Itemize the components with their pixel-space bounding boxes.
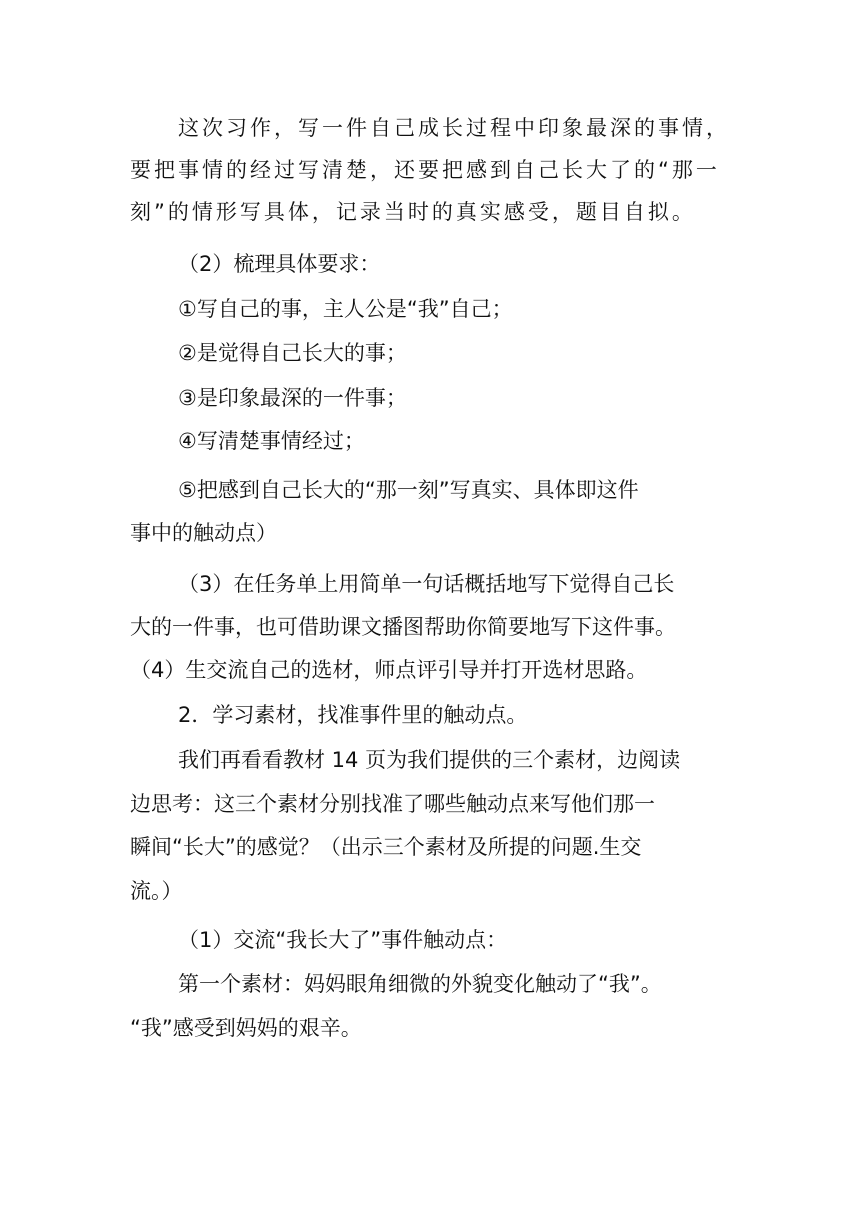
materials-paragraph-line-2: 边思考：这三个素材分别找准了哪些触动点来写他们那一 xyxy=(130,792,655,816)
requirement-item-5-line-1: ⑤把感到自己长大的“那一刻”写真实、具体即这件 xyxy=(178,478,639,502)
materials-paragraph-line-3: 瞬间“长大”的感觉？（出示三个素材及所提的问题.生交 xyxy=(130,835,642,859)
first-material-line-2: “我”感受到妈妈的艰辛。 xyxy=(130,1016,362,1040)
paragraph-1-line-1: 这次习作，写一件自己成长过程中印象最深的事情， xyxy=(178,116,730,140)
requirement-item-2: ②是觉得自己长大的事； xyxy=(178,341,407,365)
section-3-line-1: （3）在任务单上用简单一句话概括地写下觉得自己长 xyxy=(178,572,675,596)
section-heading-2: （2）梳理具体要求： xyxy=(178,252,381,276)
section-4-line: （4）生交流自己的选材，师点评引导并打开选材思路。 xyxy=(130,658,648,682)
paragraph-1-line-3: 刻”的情形写具体，记录当时的真实感受，题目自拟。 xyxy=(130,200,696,224)
study-material-heading: 2．学习素材，找准事件里的触动点。 xyxy=(178,703,528,727)
materials-paragraph-line-1: 我们再看看教材 14 页为我们提供的三个素材，边阅读 xyxy=(178,748,681,772)
requirement-item-5-line-2: 事中的触动点） xyxy=(130,521,277,545)
requirement-item-4: ④写清楚事情经过； xyxy=(178,429,365,453)
section-3-line-2: 大的一件事，也可借助课文播图帮助你简要地写下这件事。 xyxy=(130,615,676,639)
requirement-item-3: ③是印象最深的一件事； xyxy=(178,386,407,410)
exchange-heading: （1）交流“我长大了”事件触动点： xyxy=(178,928,508,952)
requirement-item-1: ①写自己的事，主人公是“我”自己； xyxy=(178,297,513,321)
materials-paragraph-line-4: 流。） xyxy=(130,879,183,903)
paragraph-1-line-2: 要把事情的经过写清楚，还要把感到自己长大了的“那一 xyxy=(130,158,720,182)
first-material-line-1: 第一个素材：妈妈眼角细微的外貌变化触动了“我”。 xyxy=(178,972,662,996)
